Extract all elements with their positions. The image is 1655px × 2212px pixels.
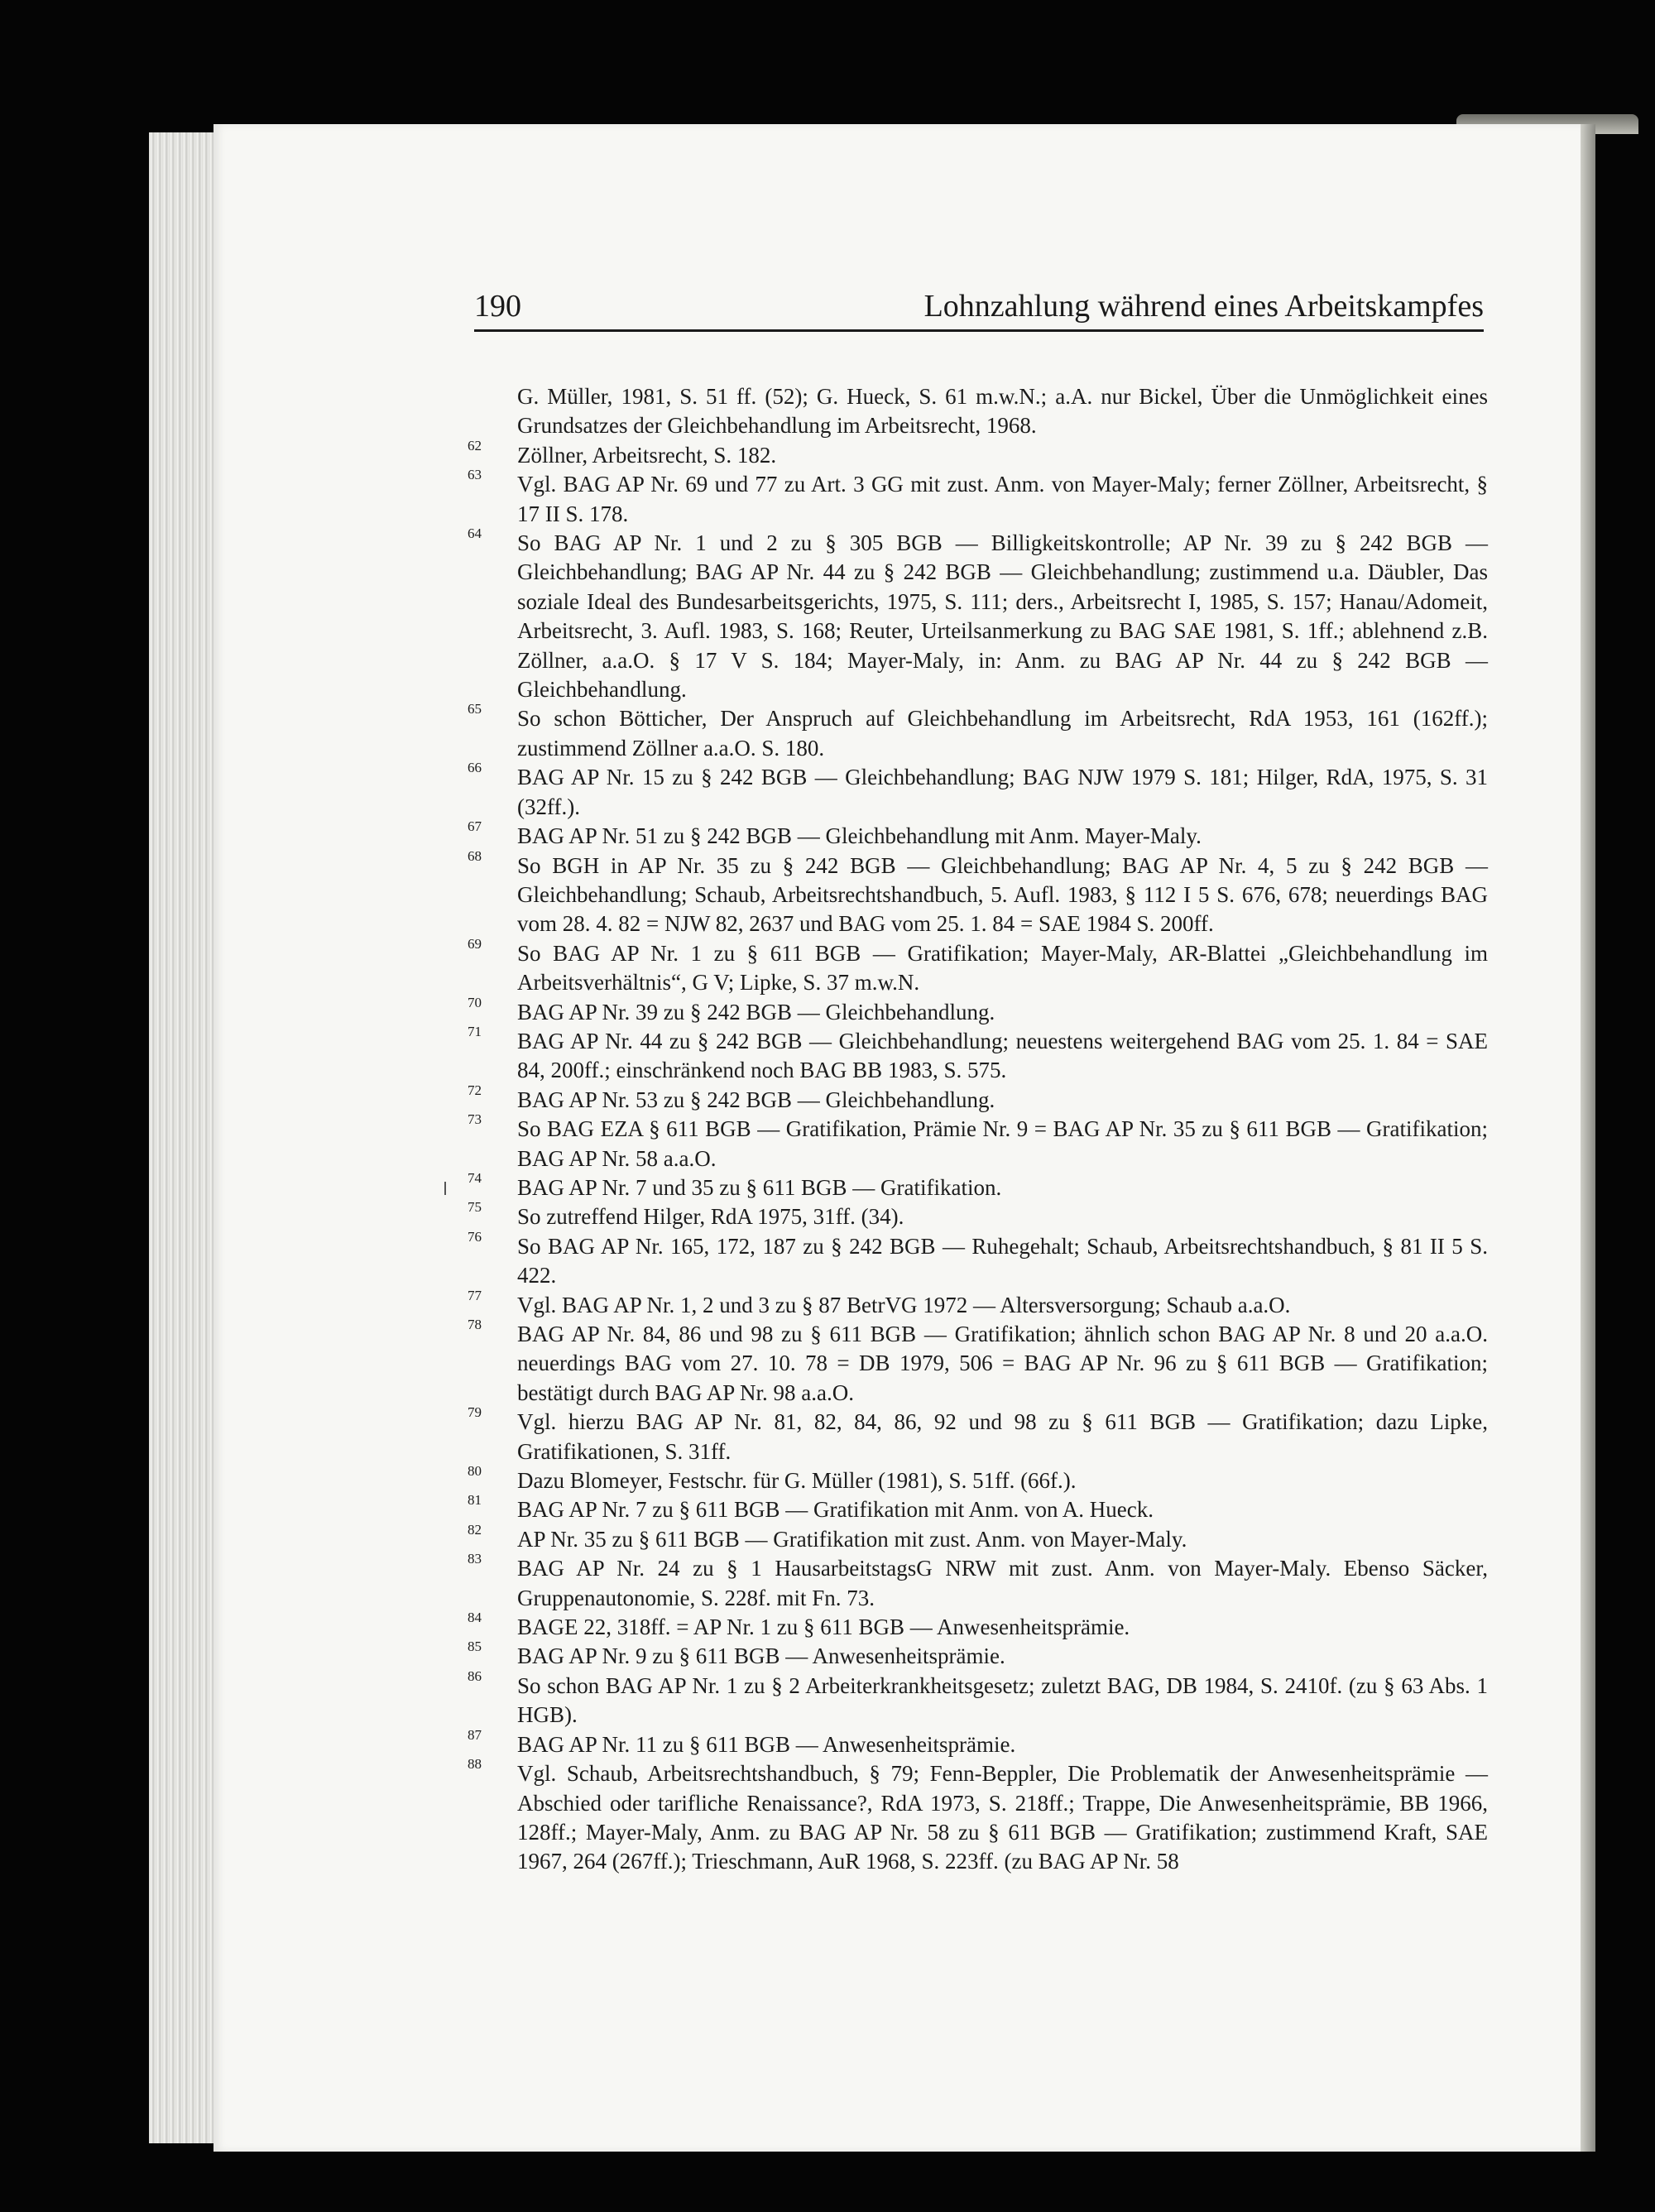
footnote-number: 77 bbox=[468, 1287, 482, 1303]
footnote-text: BAG AP Nr. 44 zu § 242 BGB — Gleichbehandlung; neuestens weitergehend BAG vom 25. 1. 84 = SAE 84, 200ff.; einschränkend noch BAG BB 1983, S. 575. bbox=[517, 1028, 1488, 1083]
footnote-number: 87 bbox=[468, 1726, 482, 1743]
footnote-text: BAG AP Nr. 53 zu § 242 BGB — Gleichbehandlung. bbox=[517, 1087, 995, 1112]
footnote bbox=[468, 382, 1488, 441]
footnote bbox=[468, 1199, 1488, 1231]
page-binding bbox=[1581, 124, 1595, 2152]
footnote-text: So BAG AP Nr. 1 und 2 zu § 305 BGB — Billigkeitskontrolle; AP Nr. 39 zu § 242 BGB — Gleichbehandlung; BAG AP Nr. 44 zu § 242 BGB — Gleichbehandlung; zustimmend u.a. Däubler, Das soziale Ideal des Bundesarbeitsgerichts, 1975, S. 111; ders., Arbeitsrecht I, 1985, S. 157; Hanau/Adomeit, Arbeitsrecht, 3. Aufl. 1983, S. 168; Reuter, Urteilsanmerkung zu BAG SAE 1981, S. 1ff.; ablehnend z.B. Zöllner, a.a.O. § 17 V S. 184; Mayer-Maly, in: Anm. zu BAG AP Nr. 44 zu § 242 BGB — Gleichbehandlung. bbox=[517, 530, 1488, 703]
running-header bbox=[474, 281, 1484, 332]
footnote-number: 88 bbox=[468, 1756, 482, 1773]
footnote-number: 82 bbox=[468, 1521, 482, 1538]
footnote-number: 62 bbox=[468, 437, 482, 453]
footnote-text: AP Nr. 35 zu § 611 BGB — Gratifikation mit zust. Anm. von Mayer-Maly. bbox=[517, 1526, 1187, 1552]
footnote bbox=[468, 1463, 1488, 1495]
footnote bbox=[468, 1228, 1488, 1291]
footnote-text: Vgl. BAG AP Nr. 69 und 77 zu Art. 3 GG mit zust. Anm. von Mayer-Maly; ferner Zöllner, Arbeitsrecht, § 17 II S. 178. bbox=[517, 472, 1488, 526]
running-title: Lohnzahlung während eines Arbeitskampfes bbox=[923, 289, 1484, 324]
footnote-number: 84 bbox=[468, 1610, 482, 1626]
page-number: 190 bbox=[474, 289, 521, 324]
footnote bbox=[468, 1756, 1488, 1877]
footnote-number: 64 bbox=[468, 525, 482, 542]
footnote bbox=[468, 1287, 1488, 1320]
footnote-number: 86 bbox=[468, 1667, 482, 1684]
footnote-number: 66 bbox=[468, 760, 482, 776]
footnote-text: Zöllner, Arbeitsrecht, S. 182. bbox=[517, 442, 777, 468]
footnote-text: Vgl. Schaub, Arbeitsrechtshandbuch, § 79; Fenn-Beppler, Die Problematik der Anwesenheitsprämie — Abschied oder tarifliche Renaissance?, RdA 1973, S. 218ff.; Trappe, Die Anwesenheitsprämie, BB 1966, 128ff.; Mayer-Maly, Anm. zu BAG AP Nr. 58 zu § 611 BGB — Gratifikation; zustimmend Kraft, SAE 1967, 264 (267ff.); Trieschmann, AuR 1968, S. 223ff. (zu BAG AP Nr. 58 bbox=[517, 1761, 1488, 1874]
footnote bbox=[468, 818, 1488, 851]
footnote-number: 69 bbox=[468, 935, 482, 952]
footnote-number: 67 bbox=[468, 818, 482, 835]
footnote-text: So schon BAG AP Nr. 1 zu § 2 Arbeiterkrankheitsgesetz; zuletzt BAG, DB 1984, S. 2410f. (zu § 63 Abs. 1 HGB). bbox=[517, 1672, 1488, 1728]
footnote-text: BAG AP Nr. 39 zu § 242 BGB — Gleichbehandlung. bbox=[517, 999, 995, 1024]
footnote-text: BAG AP Nr. 51 zu § 242 BGB — Gleichbehandlung mit Anm. Mayer-Maly. bbox=[517, 823, 1202, 849]
footnote-text: G. Müller, 1981, S. 51 ff. (52); G. Hueck, S. 61 m.w.N.; a.A. nur Bickel, Über die Unmöglichkeit eines Grundsatzes der Gleichbehandlung im Arbeitsrecht, 1968. bbox=[517, 384, 1488, 439]
footnote-text: BAG AP Nr. 9 zu § 611 BGB — Anwesenheitsprämie. bbox=[517, 1643, 1005, 1669]
footnote bbox=[468, 847, 1488, 939]
footnote-text: BAG AP Nr. 24 zu § 1 HausarbeitstagsG NRW mit zust. Anm. von Mayer-Maly. Ebenso Säcker, Gruppenautonomie, S. 228f. mit Fn. 73. bbox=[517, 1556, 1488, 1610]
footnote-number: 79 bbox=[468, 1404, 482, 1421]
footnote-number: 83 bbox=[468, 1551, 482, 1567]
footnote-number: 73 bbox=[468, 1111, 482, 1128]
footnote-text: So BAG EZA § 611 BGB — Gratifikation, Prämie Nr. 9 = BAG AP Nr. 35 zu § 611 BGB — Gratifikation; BAG AP Nr. 58 a.a.O. bbox=[517, 1116, 1488, 1171]
footnote-number: 81 bbox=[468, 1492, 482, 1509]
footnote bbox=[468, 1082, 1488, 1115]
footnote-text: BAG AP Nr. 15 zu § 242 BGB — Gleichbehandlung; BAG NJW 1979 S. 181; Hilger, RdA, 1975, S. 31 (32ff.). bbox=[517, 765, 1488, 819]
footnote bbox=[468, 1023, 1488, 1086]
footnote-text: Dazu Blomeyer, Festschr. für G. Müller (1981), S. 51ff. (66f.). bbox=[517, 1468, 1077, 1494]
footnote-text: Vgl. BAG AP Nr. 1, 2 und 3 zu § 87 BetrVG 1972 — Altersversorgung; Schaub a.a.O. bbox=[517, 1292, 1291, 1317]
footnote bbox=[468, 467, 1488, 529]
footnote-text: So BAG AP Nr. 1 zu § 611 BGB — Gratifikation; Mayer-Maly, AR-Blattei „Gleichbehandlung im Arbeitsverhältnis“, G V; Lipke, S. 37 m.w.N. bbox=[517, 940, 1488, 996]
footnote bbox=[468, 437, 1488, 470]
footnote bbox=[468, 1492, 1488, 1524]
footnote bbox=[468, 1726, 1488, 1759]
footnote-text: So BAG AP Nr. 165, 172, 187 zu § 242 BGB — Ruhegehalt; Schaub, Arbeitsrechtshandbuch, § 81 II 5 S. 422. bbox=[517, 1233, 1488, 1288]
footnote-text: BAG AP Nr. 7 zu § 611 BGB — Gratifikation mit Anm. von A. Hueck. bbox=[517, 1497, 1154, 1523]
footnote-number: 72 bbox=[468, 1082, 482, 1098]
footnote-number: 71 bbox=[468, 1023, 482, 1039]
footnote bbox=[468, 525, 1488, 704]
footnote-text: BAG AP Nr. 7 und 35 zu § 611 BGB — Gratifikation. bbox=[517, 1174, 1002, 1200]
footnote bbox=[468, 994, 1488, 1027]
footnote bbox=[468, 760, 1488, 822]
footnotes bbox=[468, 382, 1488, 1877]
footnote bbox=[468, 1610, 1488, 1642]
footnote bbox=[468, 1667, 1488, 1730]
footnote-number: 68 bbox=[468, 847, 482, 864]
footnote-text: So zutreffend Hilger, RdA 1975, 31ff. (34). bbox=[517, 1204, 904, 1230]
footnote bbox=[468, 701, 1488, 763]
footnote-text: So schon Bötticher, Der Anspruch auf Gleichbehandlung im Arbeitsrecht, RdA 1953, 161 (162ff.); zustimmend Zöllner a.a.O. S. 180. bbox=[517, 706, 1488, 761]
footnote-number: 63 bbox=[468, 467, 482, 483]
footnote-number: 74 bbox=[468, 1169, 482, 1186]
footnote bbox=[468, 1639, 1488, 1671]
footnote-text: Vgl. hierzu BAG AP Nr. 81, 82, 84, 86, 92 und 98 zu § 611 BGB — Gratifikation; dazu Lipke, Gratifikationen, S. 31ff. bbox=[517, 1409, 1488, 1464]
footnote bbox=[468, 1317, 1488, 1408]
footnote-number: 85 bbox=[468, 1639, 482, 1655]
footnote bbox=[468, 1521, 1488, 1554]
footnote-number: 65 bbox=[468, 701, 482, 717]
footnote-number: 80 bbox=[468, 1463, 482, 1480]
footnote-number: 75 bbox=[468, 1199, 482, 1216]
footnote bbox=[468, 1111, 1488, 1173]
footnote-number: 70 bbox=[468, 994, 482, 1010]
margin-mark bbox=[444, 1182, 446, 1195]
footnote bbox=[468, 1404, 1488, 1466]
footnote-text: BAG AP Nr. 11 zu § 611 BGB — Anwesenheitsprämie. bbox=[517, 1731, 1016, 1757]
footnote-number: 78 bbox=[468, 1317, 482, 1332]
footnote-text: BAGE 22, 318ff. = AP Nr. 1 zu § 611 BGB — Anwesenheitsprämie. bbox=[517, 1615, 1130, 1640]
footnote bbox=[468, 1551, 1488, 1613]
footnote bbox=[468, 1169, 1488, 1202]
footnote bbox=[468, 935, 1488, 998]
footnote-text: BAG AP Nr. 84, 86 und 98 zu § 611 BGB — Gratifikation; ähnlich schon BAG AP Nr. 8 und 20 a.a.O. neuerdings BAG vom 27. 10. 78 = DB 1979, 506 = BAG AP Nr. 96 zu § 611 BGB — Gratifikation; bestätigt durch BAG AP Nr. 98 a.a.O. bbox=[517, 1322, 1488, 1405]
footnote-text: So BGH in AP Nr. 35 zu § 242 BGB — Gleichbehandlung; BAG AP Nr. 4, 5 zu § 242 BGB — Gleichbehandlung; Schaub, Arbeitsrechtshandbuch, 5. Aufl. 1983, § 112 I 5 S. 676, 678; neuerdings BAG vom 28. 4. 82 = NJW 82, 2637 und BAG vom 25. 1. 84 = SAE 1984 S. 200ff. bbox=[517, 852, 1488, 937]
footnote-number: 76 bbox=[468, 1228, 482, 1245]
